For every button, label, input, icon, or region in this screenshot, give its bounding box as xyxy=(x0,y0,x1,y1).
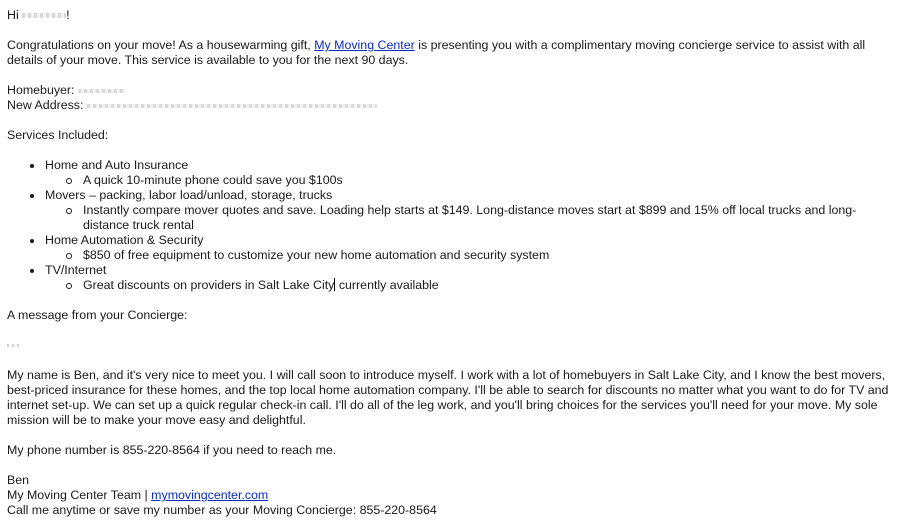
signature-team-line xyxy=(7,488,895,503)
greeting-prefix: Hi xyxy=(7,8,19,22)
signature-call-line: Call me anytime or save my number as your Moving Concierge: 855-220-8564 xyxy=(7,503,437,517)
service-details xyxy=(45,278,895,293)
service-detail: A quick 10-minute phone could save you $100s xyxy=(83,173,343,187)
service-title: Home and Auto Insurance xyxy=(45,158,189,172)
bullet-circle-icon xyxy=(66,253,72,259)
service-details xyxy=(45,203,895,233)
service-detail: $850 of free equipment to customize your new home automation and security system xyxy=(83,248,550,262)
service-title: Movers – packing, labor load/unload, storage, trucks xyxy=(45,188,333,202)
list-item xyxy=(7,158,895,188)
services-list xyxy=(7,158,895,293)
homebuyer-label: Homebuyer: xyxy=(7,83,75,97)
service-title: TV/Internet xyxy=(45,263,107,277)
service-detail: Instantly compare mover quotes and save. Loading help starts at $149. Long-distance moves start at $899 and 15% off local trucks and long-distance truck rental xyxy=(83,203,857,232)
bullet-circle-icon xyxy=(66,208,72,214)
intro-paragraph xyxy=(7,38,895,68)
bullet-disc-icon xyxy=(30,239,34,243)
service-title: Home Automation & Security xyxy=(45,233,204,247)
service-details xyxy=(45,173,895,188)
signature-team-text: My Moving Center Team | xyxy=(7,488,148,502)
bullet-circle-icon xyxy=(66,283,72,289)
greeting-suffix: ! xyxy=(66,8,70,22)
services-heading: Services Included: xyxy=(7,128,109,142)
bullet-circle-icon xyxy=(66,178,72,184)
redacted-address xyxy=(87,104,377,108)
new-address-line xyxy=(7,98,895,113)
service-detail-after-cursor: currently available xyxy=(335,278,439,292)
redacted-salutation-mark xyxy=(7,344,21,347)
bullet-disc-icon xyxy=(30,164,34,168)
service-detail-before-cursor: Great discounts on providers in Salt Lake City xyxy=(83,278,335,292)
email-body xyxy=(7,8,895,518)
redacted-homebuyer-name xyxy=(78,89,126,93)
redacted-salutation xyxy=(7,338,895,353)
homebuyer-line xyxy=(7,83,895,98)
website-link[interactable]: mymovingcenter.com xyxy=(151,488,269,502)
redacted-name xyxy=(22,13,66,18)
signature-name: Ben xyxy=(7,473,30,487)
bullet-disc-icon xyxy=(30,194,34,198)
list-item xyxy=(45,248,895,263)
list-item xyxy=(45,173,895,188)
phone-line: My phone number is 855-220-8564 if you need to reach me. xyxy=(7,443,337,457)
new-address-label: New Address: xyxy=(7,98,84,112)
list-item xyxy=(45,203,895,233)
service-details xyxy=(45,248,895,263)
list-item xyxy=(7,188,895,233)
intro-text-before: Congratulations on your move! As a housewarming gift, xyxy=(7,38,311,52)
my-moving-center-link[interactable]: My Moving Center xyxy=(314,38,415,52)
greeting-line xyxy=(7,8,895,23)
list-item xyxy=(7,263,895,293)
list-item xyxy=(7,233,895,263)
bullet-disc-icon xyxy=(30,269,34,273)
concierge-heading: A message from your Concierge: xyxy=(7,308,188,322)
concierge-message: My name is Ben, and it's very nice to meet you. I will call soon to introduce myself. I work with a lot of homebuyers in Salt Lake City, and I know the best movers, best-priced insurance for these homes, and the top local home automation company. I'll be able to search for discounts no matter what you want to do for TV and internet set-up. We can set up a quick regular check-in call. I'll do all of the leg work, and you'll bring choices for the services you'll need for your move. My sole mission will be to make your move easy and delightful. xyxy=(7,368,889,427)
intro-text-after: is presenting you with a complimentary moving concierge service to assist with all details of your move. This service is available to you for the next 90 days. xyxy=(7,38,866,67)
list-item xyxy=(45,278,895,293)
